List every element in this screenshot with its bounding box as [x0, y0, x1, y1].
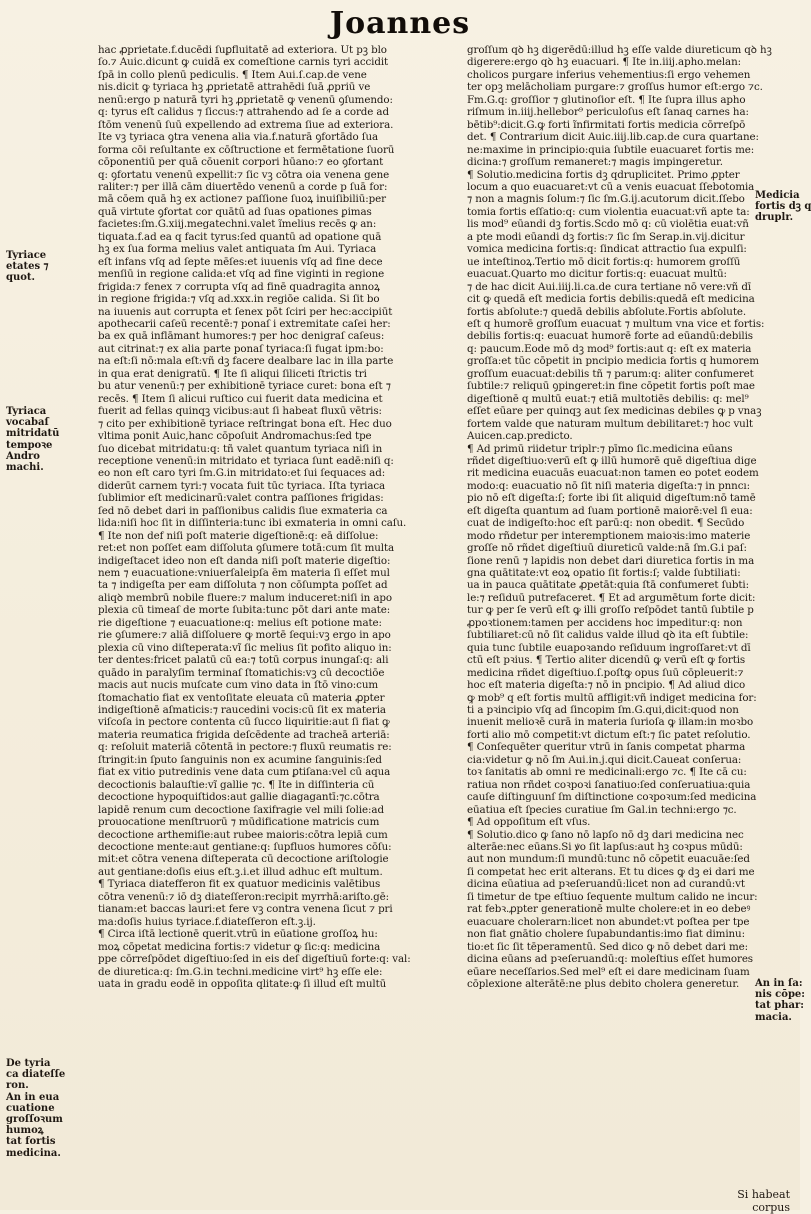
text-line: cōponentiū per quā cōuenit corpori hūano:⁊ eo ꝯfortant: [98, 156, 384, 169]
text-line: eſt digeſta quantum ad ſuam portionē maiorē:vel ſi eua:: [467, 504, 753, 517]
text-line: ratiua non rñdet coꝛpoꝛi ſanatiuo:ſed conſeruatiua:quia: [467, 778, 751, 791]
margin-note-tyriaca-mitridatum: [6, 406, 59, 473]
margin-note-diatesseron: [6, 1058, 65, 1159]
text-line: cauſe diſtinguunſ ſm diſtinctione coꝛpoꝛum:ſed medicina: [467, 791, 757, 804]
text-line: ta ⁊ indigeſta per eam diſſoluta ⁊ non cōſumpta poſſet ad: [98, 579, 388, 592]
text-line: modo:q: euacuatio nō ſit niſi materia digeſta:⁊ in pnncı:: [467, 479, 750, 492]
margin-note-medicina-fortis: [755, 190, 811, 224]
text-line: ſi competat hec erit alterans. Et tu dices ꝙ dꝫ ei dari me: [467, 865, 755, 878]
text-line: apothecarii caſeū recentē:⁊ ponaſ i extremitate caſei her:: [98, 317, 391, 330]
text-line: quādo in paralyſim terminaſ ſtomatichis:vꝫ cū decoctiōe: [98, 666, 385, 679]
margin-note-line: groſſoꝛum: [6, 1114, 63, 1126]
text-line: decoctione mente:aut gentiane:q: ſupfluos humores cōſu:: [98, 841, 392, 853]
margin-note-line: nis cōpe:: [755, 989, 805, 1001]
text-line: prouocatione menſtruorū ⁊ mūdificatione matricis cum: [98, 816, 380, 829]
text-line: ſublimior eſt medicinarū:valet contra paſſiones frigidas:: [98, 492, 384, 505]
text-line: hꝫ ex ſua forma melius valet antiquata ſm Aui. Tyriaca: [98, 243, 377, 256]
text-line: ret:et non poſſet eam diſſoluta ꝯſumere totā:cum ſit multa: [98, 542, 395, 555]
margin-note-line: De tyria: [6, 1058, 51, 1069]
text-line: cit ꝙ quedā eſt medicia fortis debilis:quedā eſt medicina: [467, 293, 755, 306]
text-line: bētib⁹:dicit.G.ꝙ forti ĩnfirmitati fortis medicia cōrreſpō: [467, 118, 746, 131]
margin-note-tyriace-etates: [6, 250, 49, 284]
text-line: aut gentiane:doſis eius eſt.ꝫ.i.et illud adhuc eſt multum.: [98, 865, 383, 878]
left-text-column: [98, 44, 463, 1204]
text-line: ¶ Tyriaca diatefferon fit ex quatuor medicinis valētibus: [98, 878, 381, 891]
margin-note-line: ron.: [6, 1080, 29, 1092]
text-line: medicina rñdet digeſtiuo.ſ.poſtꝙ opus ſuū cōpleuerit:⁊: [467, 666, 744, 679]
margin-note-line: machi.: [6, 462, 44, 474]
text-line: ua in pauca quātitate ꝓpetāt:quia ſtā confumeret ſubti:: [467, 579, 749, 592]
text-line: plexia cū vino diſteperata:vĩ ſic melius ſit pofito aliquo in:: [98, 641, 392, 654]
margin-note-line: macia.: [755, 1011, 792, 1023]
page-header: [0, 6, 800, 42]
text-line: vltima ponit Auic,hanc cōpoſuit Andromachus:ſed tpe: [98, 430, 372, 443]
text-line: tio:et ſic ſit tēperamentū. Sed dico ꝙ nō debet dari me:: [467, 940, 749, 953]
text-line: modo rñdetur per interemptionem maioꝛis:imo materie: [467, 529, 751, 542]
margin-note-line: etates ⁊: [6, 261, 49, 273]
text-line: rie ꝯſumere:⁊ aliā diſſoluere ꝙ mortē ſequi:vꝫ ergo in apo: [98, 629, 391, 642]
margin-note-line: vocabaſ: [6, 417, 49, 429]
text-line: menſiū in regione calida:et vſq ad fine viginti in regione: [98, 268, 385, 281]
margin-note-line: An in eua: [6, 1091, 60, 1103]
margin-note-line: druplr.: [755, 212, 794, 224]
text-line: dicina eūatiua ad pꝛeſeruandū:licet non ad curandū:vt: [467, 878, 745, 891]
text-line: ſuo dicebat mitridatu:q: tñ valet quantum tyriaca niſi in: [98, 442, 383, 455]
margin-note-line: tempoꝛe: [6, 439, 53, 451]
text-line: de diuretica:q: ſm.G.in techni.medicine virt⁹ hꝫ eſſe ele:: [98, 965, 383, 978]
text-line: eo non eſt caro tyri ſm.G.in mitridato:et ſui ſequaces ad:: [98, 467, 386, 480]
text-line: Fm.G.q: groſſior ⁊ glutinoſior eſt. ¶ Ite ſupra illus apho: [467, 93, 746, 106]
text-line: rit medicina euacuās euacuat:non tamen eo potet eodem: [467, 467, 759, 480]
text-line: decoctione arthemiſie:aut rubee maioris:cōtra lepiā cum: [98, 828, 388, 841]
text-line: fortem valde que naturam multum debilitaret:⁊ hoc vult: [467, 417, 753, 430]
text-line: euacuat.Quarto mo dicitur fortis:q: euacuat multū:: [467, 268, 727, 281]
text-line: q: tyrus eſt calidus ⁊ ſiccus:⁊ attrahendo ad ſe a corde ad: [98, 106, 389, 119]
text-line: det. ¶ Contrarium dicit Auic.iiij.lib.cap.de cura quartane:: [467, 131, 759, 144]
text-line: riſmum in.iiij.hellebor⁹ periculoſus eſt ſanaq carnes ha:: [467, 106, 749, 119]
margin-note-pharmacia: [755, 978, 805, 1023]
margin-note-line: fortis dꝫ q: [755, 201, 811, 213]
text-line: ctū eſt pꝛius. ¶ Tertio aliter dicendū ꝙ verū eſt ꝙ fortis: [467, 654, 746, 667]
text-line: groſſa:et tūc cōpetit in pncipio medicia fortis q humorem: [467, 355, 759, 368]
text-line: receptione venenū:in mitridato et tyriaca ſunt eadē:niſi q:: [98, 454, 394, 467]
text-line: ¶ Ad primū riidetur triplr:⁊ pīmo ſic.medicina eūans: [467, 442, 733, 455]
text-line: rñdet digeſtiuo:verū eſt ꝙ illū humorē quē digeſtiua dige: [467, 454, 757, 467]
margin-note-line: humoꝝ: [6, 1125, 44, 1137]
text-line: plexia cū timeaſ de morte ſubita:tunc pōt dari ante mate:: [98, 604, 391, 617]
text-line: lida:niſi hoc ſit in diſſinteria:tunc ibi exmateria in omni caſu.: [98, 517, 407, 530]
text-line: groſſum euacuat:debilis tñ ⁊ parum:q: aliter confumeret: [467, 367, 754, 380]
text-line: fiat ex vitio putredinis vene data cum ꝑtiſana:vel cū aqua: [98, 766, 391, 779]
text-line: frigida:⁊ fenex ⁊ corrupta vſq ad finē quadragita annoꝝ: [98, 280, 380, 293]
text-line: pio nō eſt digeſta:ſ; forte ibi ſit aliquid digeſtum:nō tamē: [467, 492, 756, 505]
text-line: ſo.⁊ Auic.dicunt ꝙ cuidā ex comeſtione carnis tyri accidit: [98, 56, 389, 69]
text-line: debilis fortis:q: euacuat humorē forte ad eūandū:debilis: [467, 330, 753, 343]
text-line: groſſe nō rñdet digeſtiuū diureticū valde:nā ſm.G.i paſ:: [467, 542, 747, 555]
text-line: nem ⁊ euacuatione:vniuerſaleipſa ēm materia ſi eſſet mul: [98, 567, 390, 580]
text-line: eſt infans vſq ad ſepte mēſes:et iuuenis vſq ad fine dece: [98, 255, 383, 268]
text-line: ſi timetur de tpe eſtiuo ſequente multum calido ne incur:: [467, 890, 758, 903]
text-line: ſubtiliaret:cū nō ſit calidus valde illud qꝺ ita eſt ſubtile:: [467, 629, 749, 642]
text-line: lis mod⁹ eūandi dꝫ fortis.Scdo mō q: cū violētia euat:vñ: [467, 218, 749, 231]
text-line: ppe cōrreſpōdet digeſtiuo:ſed in eis deſ digeſtiuū forte:q: val:: [98, 953, 411, 966]
margin-note-line: Tyriaca: [6, 406, 47, 417]
text-line: ba ex quā inflāmant humores:⁊ per hoc denigraſ caſeus:: [98, 330, 385, 343]
right-text-column: [467, 44, 790, 1204]
text-line: ſtōm venenū ſuū expellendo ad extrema ſiue ad exteriora.: [98, 118, 394, 131]
text-line: ¶ Ad oppoſitum eſt vſus.: [467, 816, 591, 829]
text-line: dicina:⁊ groſſum remaneret:⁊ magis impingeretur.: [467, 156, 723, 169]
text-line: ti a pꝛincipio vſq ad ſincopim ſm.G.qui,dicit:quod non: [467, 704, 739, 717]
text-line: toꝛ ſanitatis ab omni re medicinali:ergo ⁊c. ¶ Ite cā cu:: [467, 766, 747, 779]
margin-note-line: mitridatū: [6, 428, 60, 440]
text-line: eūare neceſſarios.Sed mel⁹ eſt ei dare medicinam ſuam: [467, 965, 750, 978]
margin-note-line: Andro: [6, 450, 40, 462]
margin-note-line: medicina.: [6, 1147, 61, 1159]
text-line: tomia fortis eſſatio:q: cum violentia euacuat:vñ apte ta:: [467, 205, 750, 218]
text-line: ma:doſis huius tyriace.f.diateſſeron eſt.ꝫ.ij.: [98, 915, 316, 928]
text-line: ¶ Circa iſtā lectionē querit.vtrū in eūatione groſſoꝝ hu:: [98, 928, 378, 941]
text-line: ſtomachatio fiat ex ventoſitate eleuata cū materia ꝓpter: [98, 691, 385, 704]
text-line: diderūt carnem tyri:⁊ vocata fuit tūc tyriaca. Iſta tyriaca: [98, 479, 386, 492]
text-line: locum a quo euacuaret:vt cū a venis euacuat ſſebotomia: [467, 180, 755, 193]
margin-note-line: An in ſa:: [755, 978, 803, 989]
text-line: quia tunc ſubtile euapoꝛando reſiduum ingroſſaret:vt dī: [467, 641, 751, 654]
text-line: non fiat gnātio cholere ſupabundantis:imo fiat diminu:: [467, 928, 745, 941]
text-line: rat febꝛ.ꝓpter generationē multe cholere:et in eo debeꝰ: [467, 903, 751, 916]
text-line: Ite vꝫ tyriaca ꝯtra venena alia via.f.naturā ꝯfortādo ſua: [98, 131, 379, 144]
text-line: tur ꝙ per ſe verū eſt ꝙ illi groſſo reſpōdet tantū ſubtile p: [467, 604, 754, 617]
text-line: lapidē renum cum decoctione ſaxifragie vel mili ſolie:ad: [98, 803, 384, 816]
text-line: ue inteſtinoꝝ.Tertio mō dicit fortis:q: humorem groſſū: [467, 255, 741, 268]
text-line: aliqꝺ membrū nobile fluere:⁊ malum induceret:niſi in apo: [98, 591, 392, 604]
text-line: quā virtute ꝯfortat cor quātū ad ſuas opationes ꝑimas: [98, 205, 372, 218]
margin-note-line: cuatione: [6, 1102, 55, 1114]
margin-note-line: ca diateſſe: [6, 1069, 66, 1081]
text-line: ¶ Solutio.medicina fortis dꝫ qdruplicitet. Primo ꝓpter: [467, 168, 740, 181]
text-line: hac ꝓprietate.f.ducēdi ſuꝑfluitatē ad exteriora. Ut pꝫ blo: [98, 44, 387, 56]
text-line: forti alio mō competit:vt dictum eſt:⁊ ſic patet reſolutio.: [467, 728, 751, 741]
text-line: ter opꝫ melācholiam purgare:⁊ groſſus humor eſt:ergo ⁊c.: [467, 81, 763, 94]
text-line: macis aut nucis muſcate cum vino data in ſtō vino:cum: [98, 679, 379, 692]
text-line: ſpā in collo plenū pediculis. ¶ Item Aui.ſ.cap.de vene: [98, 68, 367, 81]
text-line: ſtringit:in ſputo ſanguinis non ex acumine ſanguinis:ſed: [98, 753, 382, 766]
text-line: mit:et cōtra venena diſteperata cū decoctione ariſtologie: [98, 853, 389, 866]
text-line: ⁊ non a magnis ſolum:⁊ ſic ſm.G.ij.acutorum dicit.ſſebo: [467, 193, 745, 206]
text-line: dicina eūans ad pꝛeſeruandū:q: moleſtius eſſet humores: [467, 953, 753, 966]
text-line: euacuare cholerarn:licet non abundet:vt poſtea per tpe: [467, 915, 750, 928]
text-line: recēs. ¶ Item ſi alicui ruſtico cui fuerit data medicina et: [98, 392, 383, 405]
text-line: in qua erat denigratū. ¶ Ite ſi aliqui ſiliceti ſtrictis tri: [98, 367, 367, 380]
margin-note-line: Tyriace: [6, 250, 47, 261]
text-line: gna quātitate:vt eoꝝ opatio ſit fortis:ſ; valde ſubtiliati:: [467, 567, 741, 580]
text-line: indigeſtacet ideo non eſt danda niſi poſt materie digeſtio:: [98, 554, 391, 567]
text-line: cia:videtur ꝙ nō ſm Aui.in.j.qui dicit.Caueat conſerua:: [467, 753, 742, 766]
text-line: raliter:⁊ per illā cām diuertēdo venenū a corde p ſuā for:: [98, 180, 388, 193]
text-line: cōtra venenū:⁊ iō dꝫ diateſſeron:recipit myrrhā:ariſto.gē:: [98, 890, 390, 903]
text-line: mā cōem quā hꝫ ex actione⁊ paſſione ſuoꝝ inuiſibiliū:per: [98, 193, 386, 206]
text-line: q: ꝯfortatu venenū expellit:⁊ ſic vꝫ cōtra oia venena gene: [98, 168, 390, 181]
text-line: rie digeſtione ⁊ euacuatione:q: melius eſt potione mate:: [98, 616, 382, 629]
text-line: materia reumatica frigida deſcēdente ad tracheā arteriā:: [98, 728, 390, 741]
margin-note-line: Medicia: [755, 190, 800, 201]
catchword: Si habeat corpus: [737, 1188, 790, 1214]
text-line: cholicos purgare inferius vehementius:ſi ergo vehemen: [467, 68, 751, 81]
text-line: inuenit melioꝛē curā in materia ſurioſa ꝙ illam:in moꝛbo: [467, 716, 754, 729]
text-line: digeſtionē q multū euat:⁊ etiā multotiēs debilis: q: mel⁹: [467, 392, 749, 405]
text-line: ¶ Conſequēter queritur vtrū in ſanis competat pharma: [467, 741, 746, 754]
text-line: alterāe:nec eūans.Si ꝟo ſit lapſus:aut hꝫ coꝛpus mūdū:: [467, 841, 743, 853]
text-line: eūatiua eſt ſpecies curatiue ſm Gal.in techni:ergo ⁊c.: [467, 803, 737, 816]
text-line: nis.dicit ꝙ tyriaca hꝫ ꝓprietatē attrahēdi ſuā ꝓpriū ve: [98, 81, 371, 94]
text-line: uata in gradu eodē in oppoſita qlitate:ꝙ ſi illud eſt multū: [98, 977, 387, 990]
text-line: le:⁊ reſiduū putrefaceret. ¶ Et ad argumētum forte dicit:: [467, 591, 756, 604]
text-line: decoctionis balauſtie:vĩ gallie ⁊c. ¶ Ite in diſſinteria cū: [98, 778, 375, 791]
text-line: decoctione hypoquiſtidos:aut gallie diagagantī:⁊c.cōtra: [98, 791, 380, 804]
text-line: fortis abſolute:⁊ quedā debilis abſolute.Fortis abſolute.: [467, 305, 747, 318]
text-line: tiquata.f.ad ea q facit tyrus:ſed quantū ad opatione quā: [98, 230, 382, 243]
text-line: viſcoſa in pectore contenta cū ſucco liquiritie:aut ſi fiat ꝙ: [98, 716, 390, 729]
text-line: na iuuenis aut corrupta et ſenex pōt ſciri per hec:accipiūt: [98, 305, 393, 318]
text-line: moꝝ cōpetat medicina fortis:⁊ videtur ꝙ ſic:q: medicina: [98, 940, 381, 953]
text-line: ne:maxime in principio:quia ſubtile euacuaret fortis me:: [467, 143, 755, 156]
text-line: forma cōi reſultante ex cōſtructione et fermētatione ſuorū: [98, 143, 395, 156]
text-line: digerere:ergo qꝺ hꝫ euacuari. ¶ Ite in.iiij.apho.melan:: [467, 56, 741, 69]
text-line: cōplexione alterātē:ne plus debito cholera generetur.: [467, 977, 740, 990]
text-line: aut non mundum:ſi mundū:tunc nō cōpetit euacuāe:ſed: [467, 853, 750, 866]
text-line: eſt q humorē groſſum euacuat ⁊ multum vna vice et fortis:: [467, 317, 765, 330]
text-line: eſſet eūare per quinqꝫ aut ſex medicinas debiles ꝙ p vnaꝫ: [467, 405, 762, 418]
text-line: q: paucum.Eode mō dꝫ mod⁹ fortis:aut q: eſt ex materia: [467, 342, 752, 355]
text-line: Auicen.cap.predicto.: [467, 430, 573, 443]
text-line: nenū:ergo p naturā tyri hꝫ ꝓprietatē ꝙ venenū ꝯſumendo:: [98, 93, 393, 106]
text-line: q: reſoluit materiā cōtentā in pectore:⁊ fluxū reumatis re:: [98, 741, 392, 754]
text-line: ter dentes:fricet palatū cū ea:⁊ totū corpus inungaſ:q: ali: [98, 654, 389, 667]
text-line: facietes:ſm.G.xiij.megatechni.valet ĩmelius recēs ꝙ an:: [98, 218, 377, 231]
text-line: ꝙ mob⁹ q eſt fortis multū affligit:vñ indiget medicina for:: [467, 691, 757, 704]
text-line: ſione renū ⁊ lapidis non debet dari diuretica fortis in ma: [467, 554, 755, 567]
text-line: ⁊ de hac dicit Aui.iiij.li.ca.de cura tertiane nō vere:vñ dī: [467, 280, 752, 293]
text-line: ſubtile:⁊ reliquū ꝯpingeret:in fine cōpetit fortis poſt mae: [467, 380, 755, 393]
text-line: bu atur venenū:⁊ per exhibitionē tyriace curet: bona eſt ⁊: [98, 380, 391, 393]
text-line: ¶ Solutio.dico ꝙ ſano nō lapſo nō dꝫ dari medicina nec: [467, 828, 744, 841]
text-line: ꝓpoꝛtionem:tamen per accidens hoc impeditur:q: non: [467, 616, 743, 629]
margin-note-line: tat fortis: [6, 1136, 56, 1148]
margin-note-line: tat phar:: [755, 1000, 804, 1012]
text-line: cuat de indigeſto:hoc eſt parū:q: non obedit. ¶ Secūdo: [467, 517, 745, 530]
text-line: ¶ Ite non def niſi poſt materie digeſtionē:q: eā diſſolue:: [98, 529, 379, 542]
text-line: vomica medicina fortis:q: ſindicat attractio ſua expulſi:: [467, 243, 747, 256]
text-line: aut citrinat:⁊ ex alia parte ponaſ tyriaca:ſi fugat ipm:bo:: [98, 342, 384, 355]
text-line: hoc eſt materia digeſta:⁊ nō in pncipio. ¶ Ad aliud dico: [467, 679, 746, 692]
text-line: tianam:et baccas lauri:et fere vꝫ contra venena ſicut ⁊ pri: [98, 903, 393, 916]
text-line: fuerit ad fellas quinqꝫ vicibus:aut ſi habeat fluxū vētris:: [98, 405, 382, 418]
text-line: in regione frigida:⁊ vſq ad.xxx.in regiōe calida. Si ſit bo: [98, 293, 380, 306]
text-line: groſſum qꝺ hꝫ digerēdū:illud hꝫ eſſe valde diureticum qꝺ hꝫ: [467, 44, 772, 56]
text-line: ⁊ cito per exhibitionē tyriace reſtringat bona eſt. Hec duo: [98, 417, 392, 430]
text-line: a pte modi eūandi dꝫ fortis:⁊ ſic ſm Serap.in.vij.dicitur: [467, 230, 745, 243]
text-line: na eſt:ſi nō:mala eſt:vñ dꝫ facere dealbare lac in illa parte: [98, 355, 394, 368]
text-line: ſed nō debet dari in paſſionibus calidis ſiue exmateria ca: [98, 504, 388, 517]
text-line: indigeſtionē aſmaticis:⁊ raucedini vocis:cū ſit ex materia: [98, 704, 386, 717]
running-title: Joannes: [329, 6, 471, 41]
margin-note-line: quot.: [6, 272, 36, 284]
